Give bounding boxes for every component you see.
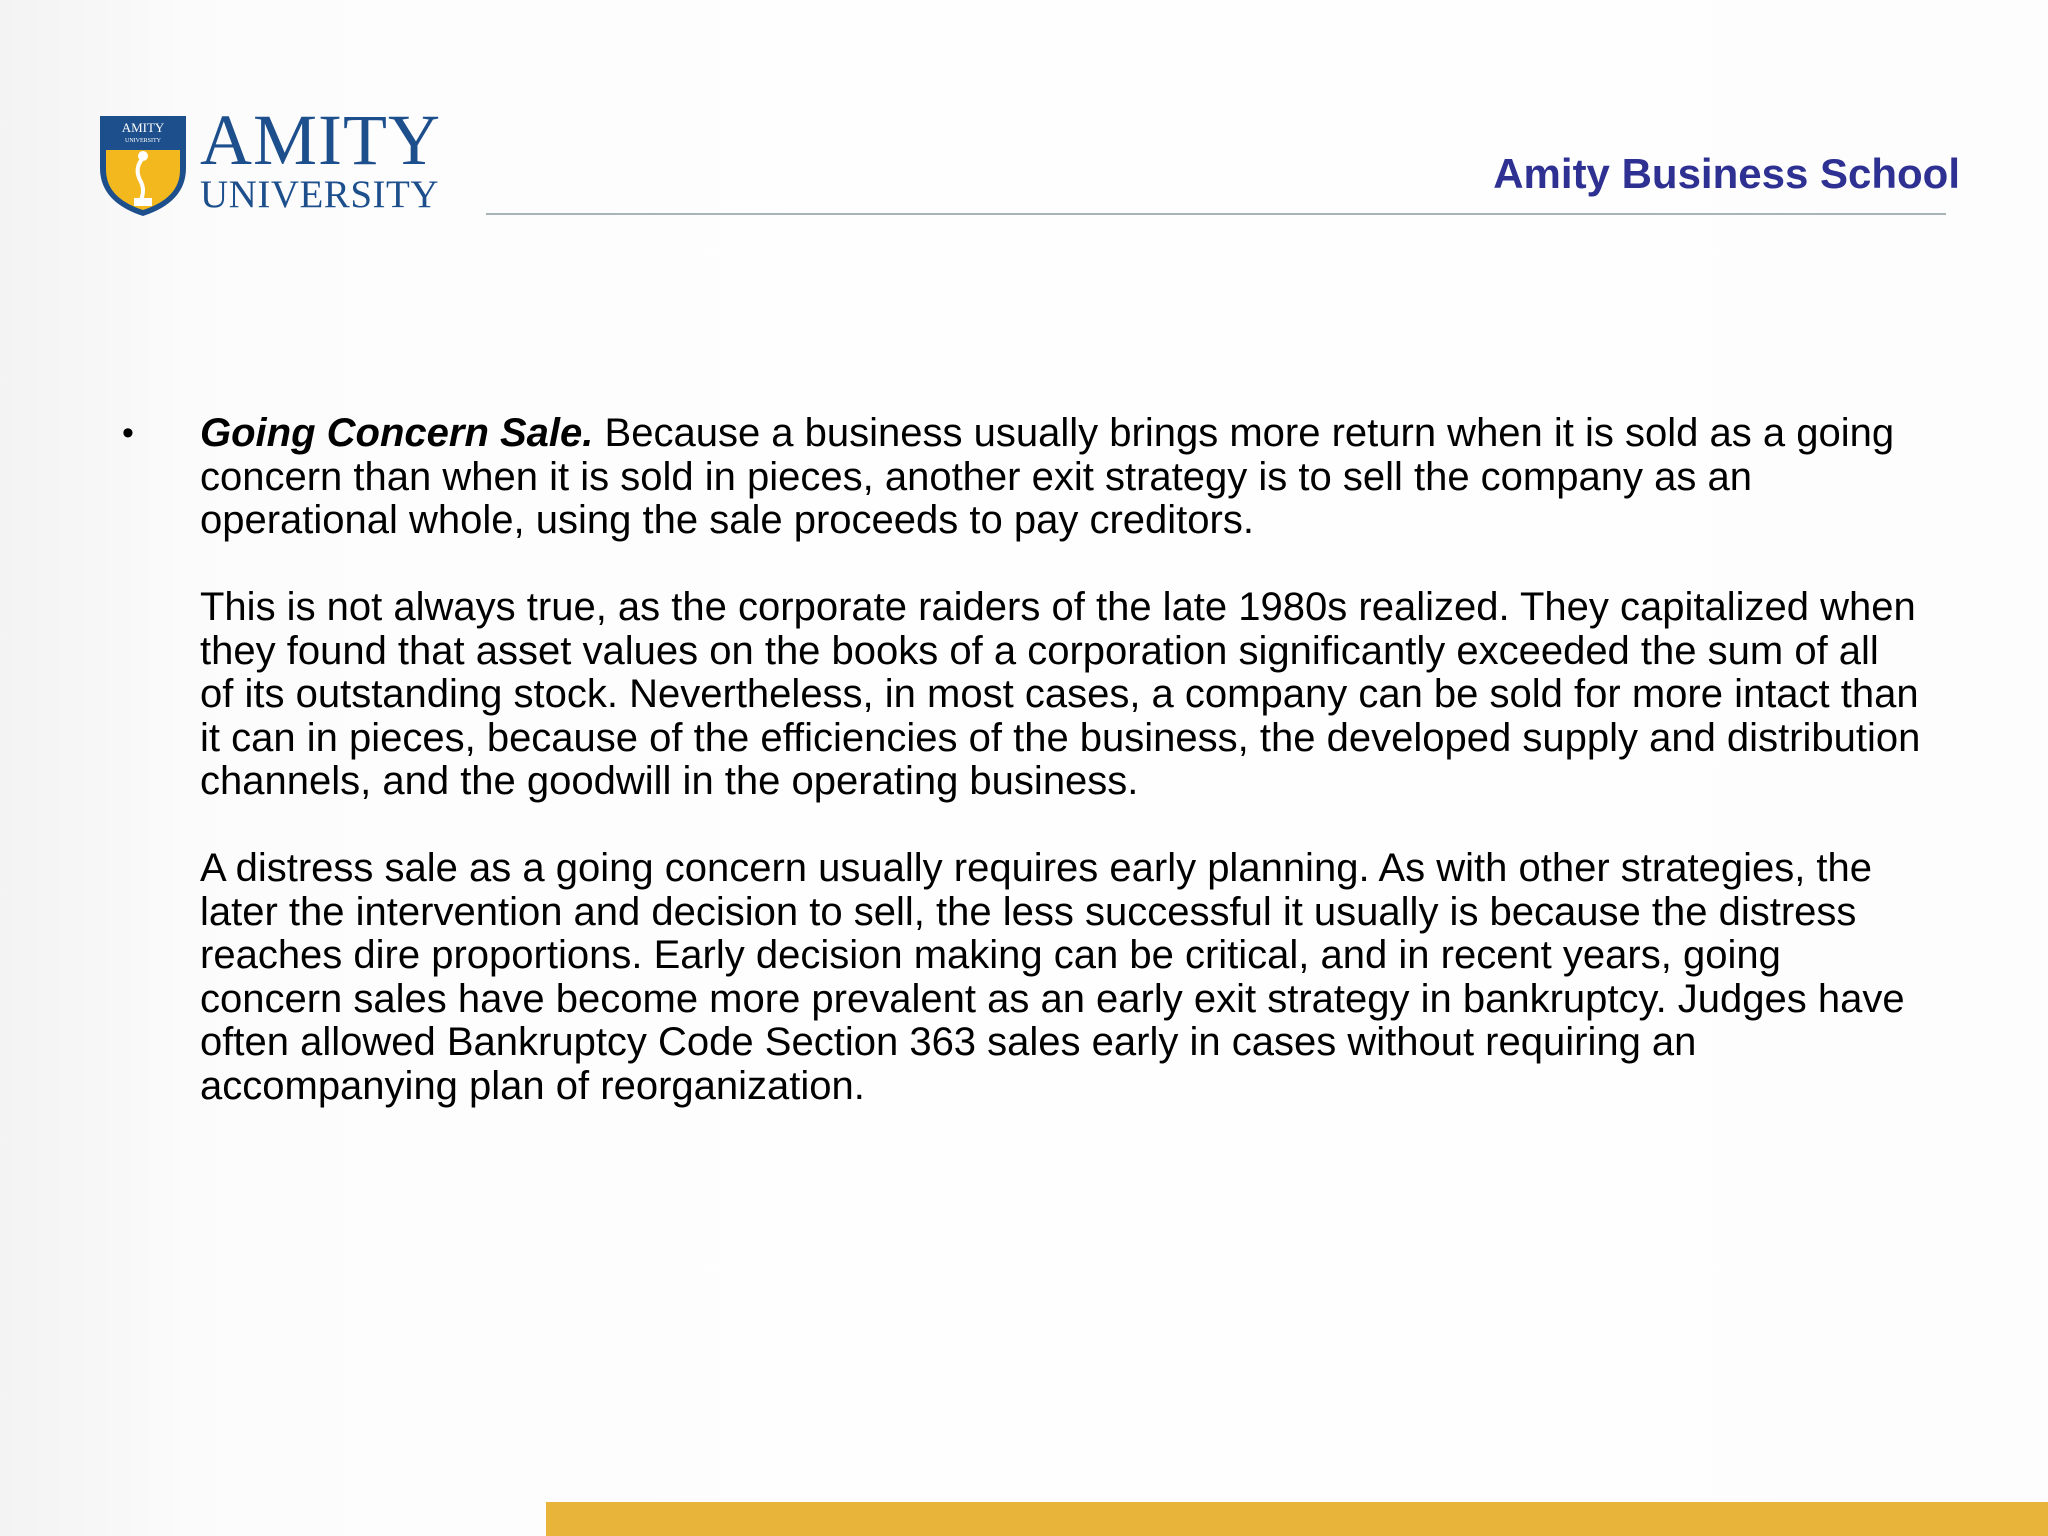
logo-wordmark-university: UNIVERSITY [200, 173, 439, 216]
logo-wordmark-amity: AMITY [200, 100, 441, 180]
bullet-item [122, 412, 1922, 1108]
header-title: Amity Business School [1493, 150, 1960, 197]
paragraph-1 [200, 412, 1922, 543]
shield-icon [96, 110, 190, 218]
footer-accent-bar [546, 1502, 2048, 1536]
paragraph-1-text: Because a business usually brings more return when it is sold as a going concern than when it is sold in pieces, another exit strategy is to sell the company as an operational whole, using the sale proceeds to pay creditors. [200, 411, 1895, 542]
slide-body [122, 412, 1922, 1108]
paragraph-2: This is not always true, as the corporate raiders of the late 1980s realized. They capitalized when they found that asset values on the books of a corporation significantly exceeded the sum of all of its outstanding stock. Nevertheless, in most cases, a company can be sold for more intact than it can in pieces, because of the efficiencies of the business, the developed supply and distribution channels, and the goodwill in the operating business. [200, 585, 1921, 803]
amity-university-logo [96, 100, 446, 218]
shield-subcaption: UNIVERSITY [125, 138, 161, 144]
lead-term: Going Concern Sale. [200, 411, 594, 455]
header-divider [486, 213, 1946, 215]
shield-caption: AMITY [121, 120, 165, 135]
paragraph-3: A distress sale as a going concern usually requires early planning. As with other strategies, the later the intervention and decision to sell, the less successful it usually is because the distress reaches dire proportions. Early decision making can be critical, and in recent years, going concern sales have become more prevalent as an early exit strategy in bankruptcy. Judges have often allowed Bankruptcy Code Section 363 sales early in cases without requiring an accompanying plan of reorganization. [200, 846, 1905, 1108]
bullet-icon: • [122, 414, 134, 452]
